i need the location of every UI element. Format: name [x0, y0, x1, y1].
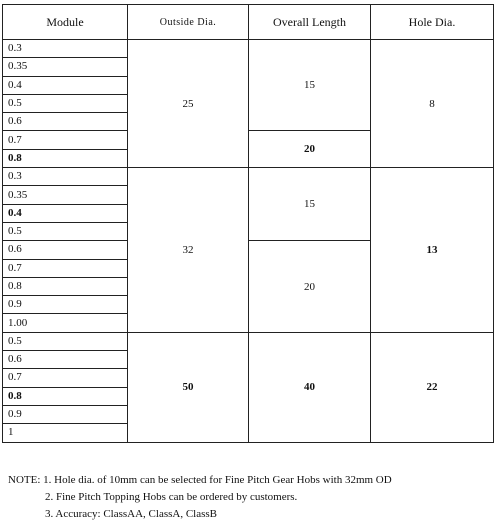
- table-row: [3, 40, 494, 58]
- module-cell: 0.3: [3, 168, 128, 186]
- module-cell: 0.5: [3, 222, 128, 240]
- header-hole-dia: Hole Dia.: [371, 5, 494, 40]
- module-cell: 0.6: [3, 113, 128, 131]
- header-outside-dia: Outside Dia.: [128, 5, 249, 40]
- module-cell: 0.5: [3, 332, 128, 350]
- note-line-2: 2. Fine Pitch Topping Hobs can be ordered by customers.: [45, 491, 298, 503]
- module-cell: 0.9: [3, 405, 128, 423]
- header-row: [3, 5, 494, 40]
- hob-spec-table: [2, 4, 494, 443]
- module-cell: 0.6: [3, 241, 128, 259]
- hole-dia-cell: 13: [371, 168, 494, 333]
- note-line-1: NOTE: 1. Hole dia. of 10mm can be selected for Fine Pitch Gear Hobs with 32mm OD: [8, 474, 392, 486]
- module-cell: 0.4: [3, 76, 128, 94]
- module-cell: 0.35: [3, 58, 128, 76]
- module-cell: 0.9: [3, 296, 128, 314]
- module-cell: 0.4: [3, 204, 128, 222]
- module-cell: 0.35: [3, 186, 128, 204]
- notes-block: [8, 472, 392, 523]
- module-cell: 0.7: [3, 259, 128, 277]
- table-row: [3, 168, 494, 186]
- overall-length-cell: 20: [249, 241, 371, 332]
- overall-length-cell: 20: [249, 131, 371, 168]
- table-row: [3, 332, 494, 350]
- overall-length-cell: 15: [249, 168, 371, 241]
- header-module: Module: [3, 5, 128, 40]
- outside-dia-cell: 25: [128, 40, 249, 168]
- module-cell: 0.8: [3, 277, 128, 295]
- outside-dia-cell: 50: [128, 332, 249, 442]
- overall-length-cell: 40: [249, 332, 371, 442]
- module-cell: 0.7: [3, 369, 128, 387]
- note-line-3: 3. Accuracy: ClassAA, ClassA, ClassB: [45, 508, 218, 520]
- module-cell: 1: [3, 424, 128, 442]
- module-cell: 0.8: [3, 149, 128, 167]
- hole-dia-cell: 22: [371, 332, 494, 442]
- outside-dia-cell: 32: [128, 168, 249, 333]
- header-overall-length: Overall Length: [249, 5, 371, 40]
- module-cell: 0.5: [3, 94, 128, 112]
- module-cell: 0.8: [3, 387, 128, 405]
- module-cell: 0.7: [3, 131, 128, 149]
- hole-dia-cell: 8: [371, 40, 494, 168]
- module-cell: 0.6: [3, 351, 128, 369]
- module-cell: 0.3: [3, 40, 128, 58]
- module-cell: 1.00: [3, 314, 128, 332]
- overall-length-cell: 15: [249, 40, 371, 131]
